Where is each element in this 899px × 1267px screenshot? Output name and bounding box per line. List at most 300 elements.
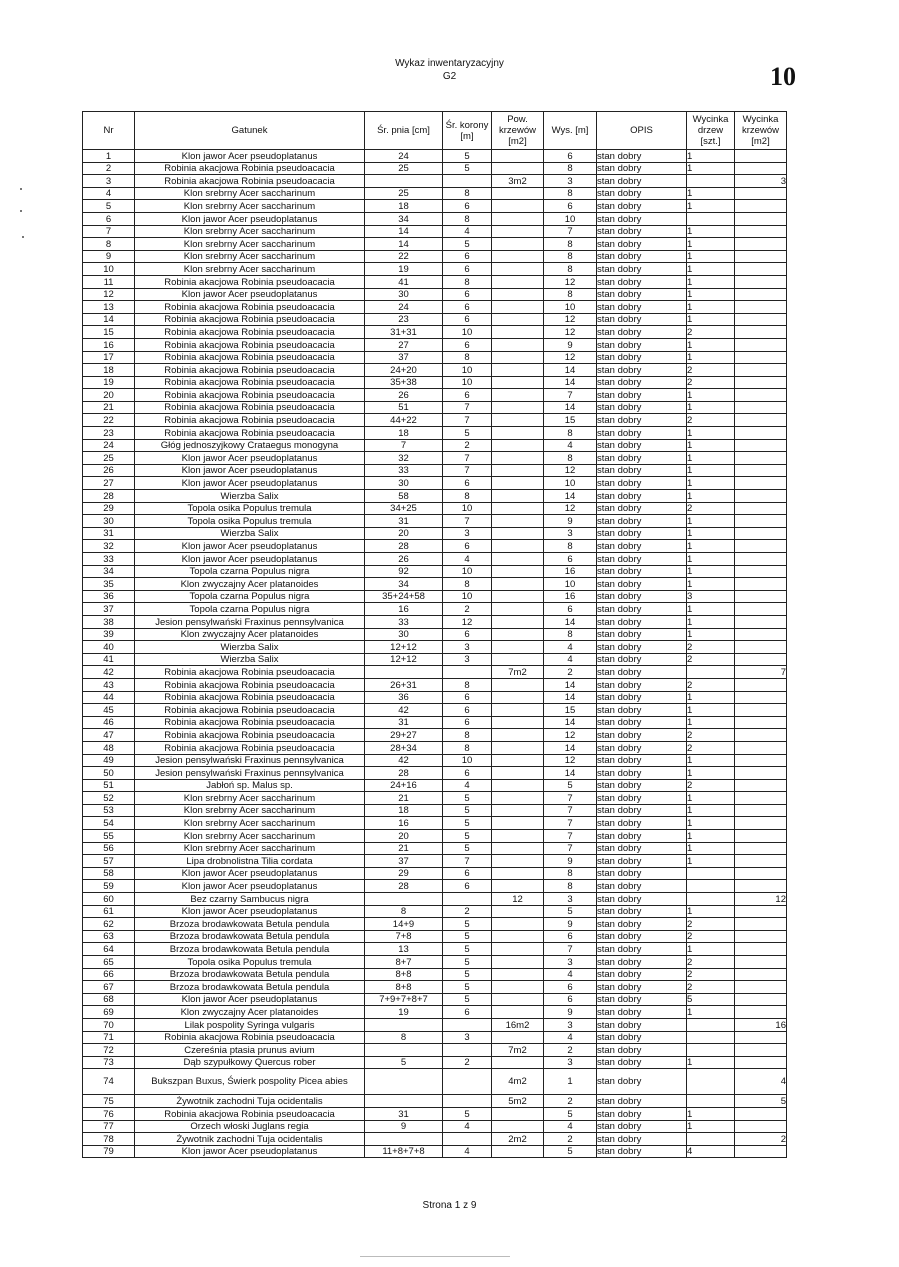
- cell-sr-korony: 10: [443, 376, 492, 389]
- cell-opis: stan dobry: [597, 628, 687, 641]
- cell-wys: 8: [544, 867, 597, 880]
- cell-sr-korony: 6: [443, 301, 492, 314]
- cell-gatunek: Robinia akacjowa Robinia pseudoacacia: [135, 313, 365, 326]
- cell-wycinka-drzew: 2: [687, 981, 735, 994]
- cell-sr-pnia: 12+12: [365, 653, 443, 666]
- cell-sr-korony: 6: [443, 1006, 492, 1019]
- cell-gatunek: Topola czarna Populus nigra: [135, 603, 365, 616]
- cell-wycinka-drzew: 1: [687, 578, 735, 591]
- cell-opis: stan dobry: [597, 905, 687, 918]
- cell-wycinka-krzewow: 7: [735, 666, 787, 679]
- cell-wys: 7: [544, 389, 597, 402]
- cell-pow-krzewow: [492, 817, 544, 830]
- cell-nr: 44: [83, 691, 135, 704]
- cell-wycinka-drzew: 1: [687, 540, 735, 553]
- table-row: [83, 187, 787, 200]
- cell-gatunek: Klon srebrny Acer saccharinum: [135, 250, 365, 263]
- table-row: [83, 804, 787, 817]
- table-row: [83, 993, 787, 1006]
- cell-sr-pnia: 24+16: [365, 779, 443, 792]
- cell-wycinka-drzew: [687, 867, 735, 880]
- cell-opis: stan dobry: [597, 993, 687, 1006]
- table-row: [83, 893, 787, 906]
- cell-gatunek: Robinia akacjowa Robinia pseudoacacia: [135, 666, 365, 679]
- cell-nr: 77: [83, 1120, 135, 1133]
- cell-sr-pnia: 23: [365, 313, 443, 326]
- cell-sr-pnia: 35+38: [365, 376, 443, 389]
- cell-pow-krzewow: [492, 918, 544, 931]
- table-row: [83, 867, 787, 880]
- table-row: [83, 1095, 787, 1108]
- cell-wys: 15: [544, 704, 597, 717]
- cell-wys: 8: [544, 263, 597, 276]
- cell-sr-korony: 5: [443, 162, 492, 175]
- cell-opis: stan dobry: [597, 326, 687, 339]
- cell-nr: 6: [83, 212, 135, 225]
- cell-wycinka-krzewow: [735, 704, 787, 717]
- cell-sr-pnia: 31+31: [365, 326, 443, 339]
- table-row: [83, 553, 787, 566]
- cell-gatunek: Wierzba Salix: [135, 641, 365, 654]
- cell-nr: 66: [83, 968, 135, 981]
- cell-wycinka-krzewow: [735, 351, 787, 364]
- cell-opis: stan dobry: [597, 313, 687, 326]
- cell-pow-krzewow: [492, 779, 544, 792]
- cell-pow-krzewow: [492, 527, 544, 540]
- cell-wycinka-drzew: 1: [687, 628, 735, 641]
- cell-wycinka-drzew: 2: [687, 376, 735, 389]
- cell-pow-krzewow: [492, 150, 544, 163]
- cell-pow-krzewow: [492, 389, 544, 402]
- cell-gatunek: Robinia akacjowa Robinia pseudoacacia: [135, 364, 365, 377]
- cell-wycinka-krzewow: [735, 1107, 787, 1120]
- cell-wycinka-drzew: 1: [687, 452, 735, 465]
- cell-wycinka-krzewow: [735, 855, 787, 868]
- cell-pow-krzewow: [492, 754, 544, 767]
- cell-wys: 12: [544, 275, 597, 288]
- cell-sr-korony: 10: [443, 565, 492, 578]
- cell-wycinka-krzewow: [735, 275, 787, 288]
- cell-opis: stan dobry: [597, 301, 687, 314]
- cell-opis: stan dobry: [597, 401, 687, 414]
- table-row: [83, 175, 787, 188]
- cell-wycinka-drzew: 1: [687, 565, 735, 578]
- cell-sr-pnia: 24: [365, 150, 443, 163]
- cell-wycinka-krzewow: [735, 376, 787, 389]
- cell-wycinka-krzewow: [735, 1120, 787, 1133]
- cell-wycinka-krzewow: [735, 867, 787, 880]
- cell-gatunek: Robinia akacjowa Robinia pseudoacacia: [135, 678, 365, 691]
- table-row: [83, 225, 787, 238]
- cell-wycinka-krzewow: [735, 515, 787, 528]
- cell-wycinka-krzewow: [735, 263, 787, 276]
- cell-sr-korony: 7: [443, 515, 492, 528]
- cell-wycinka-drzew: 1: [687, 263, 735, 276]
- cell-wycinka-drzew: [687, 175, 735, 188]
- cell-pow-krzewow: [492, 930, 544, 943]
- table-row: [83, 880, 787, 893]
- cell-wycinka-drzew: 1: [687, 1006, 735, 1019]
- column-header-nr: Nr: [83, 112, 135, 150]
- cell-sr-pnia: 18: [365, 200, 443, 213]
- inventory-table: [82, 111, 787, 1158]
- cell-gatunek: Klon jawor Acer pseudoplatanus: [135, 1145, 365, 1158]
- cell-gatunek: Jesion pensylwański Fraxinus pennsylvanica: [135, 767, 365, 780]
- table-row: [83, 1018, 787, 1031]
- table-row: [83, 439, 787, 452]
- column-header-sr-pnia: Śr. pnia [cm]: [365, 112, 443, 150]
- cell-gatunek: Klon jawor Acer pseudoplatanus: [135, 540, 365, 553]
- cell-opis: stan dobry: [597, 893, 687, 906]
- cell-pow-krzewow: 7m2: [492, 1044, 544, 1057]
- cell-sr-pnia: 14: [365, 225, 443, 238]
- cell-wycinka-drzew: 1: [687, 615, 735, 628]
- cell-sr-korony: 5: [443, 150, 492, 163]
- cell-wycinka-krzewow: [735, 956, 787, 969]
- cell-gatunek: Robinia akacjowa Robinia pseudoacacia: [135, 162, 365, 175]
- cell-opis: stan dobry: [597, 1133, 687, 1146]
- cell-opis: stan dobry: [597, 427, 687, 440]
- cell-sr-korony: 8: [443, 678, 492, 691]
- cell-opis: stan dobry: [597, 414, 687, 427]
- cell-gatunek: Topola osika Populus tremula: [135, 515, 365, 528]
- cell-pow-krzewow: [492, 1107, 544, 1120]
- cell-sr-pnia: 24: [365, 301, 443, 314]
- cell-wys: 8: [544, 880, 597, 893]
- cell-sr-pnia: 21: [365, 792, 443, 805]
- cell-wycinka-krzewow: [735, 981, 787, 994]
- cell-wycinka-krzewow: [735, 288, 787, 301]
- cell-wys: 14: [544, 401, 597, 414]
- cell-opis: stan dobry: [597, 515, 687, 528]
- cell-sr-korony: 5: [443, 817, 492, 830]
- cell-pow-krzewow: [492, 981, 544, 994]
- cell-sr-pnia: 26: [365, 553, 443, 566]
- table-row: [83, 1145, 787, 1158]
- cell-wys: 14: [544, 364, 597, 377]
- cell-gatunek: Jabłoń sp. Malus sp.: [135, 779, 365, 792]
- cell-sr-pnia: [365, 1069, 443, 1095]
- cell-wys: 6: [544, 993, 597, 1006]
- cell-gatunek: Klon srebrny Acer saccharinum: [135, 187, 365, 200]
- cell-wycinka-drzew: 2: [687, 414, 735, 427]
- cell-sr-korony: 4: [443, 1145, 492, 1158]
- table-row: [83, 1031, 787, 1044]
- cell-pow-krzewow: [492, 603, 544, 616]
- cell-gatunek: Brzoza brodawkowata Betula pendula: [135, 981, 365, 994]
- cell-nr: 14: [83, 313, 135, 326]
- cell-wys: 3: [544, 956, 597, 969]
- table-row: [83, 364, 787, 377]
- cell-gatunek: Brzoza brodawkowata Betula pendula: [135, 943, 365, 956]
- cell-sr-korony: 8: [443, 275, 492, 288]
- cell-wycinka-krzewow: [735, 452, 787, 465]
- cell-gatunek: Klon jawor Acer pseudoplatanus: [135, 867, 365, 880]
- cell-nr: 73: [83, 1056, 135, 1069]
- cell-sr-korony: 3: [443, 1031, 492, 1044]
- cell-wycinka-drzew: 2: [687, 930, 735, 943]
- cell-sr-korony: 5: [443, 1107, 492, 1120]
- cell-nr: 16: [83, 338, 135, 351]
- cell-opis: stan dobry: [597, 918, 687, 931]
- cell-gatunek: Klon zwyczajny Acer platanoides: [135, 628, 365, 641]
- cell-wys: 6: [544, 150, 597, 163]
- cell-wycinka-krzewow: 12: [735, 893, 787, 906]
- cell-wycinka-krzewow: [735, 1056, 787, 1069]
- cell-opis: stan dobry: [597, 981, 687, 994]
- cell-sr-korony: 7: [443, 452, 492, 465]
- scan-mark: [20, 188, 22, 190]
- cell-sr-pnia: 5: [365, 1056, 443, 1069]
- cell-wycinka-drzew: 2: [687, 956, 735, 969]
- cell-wys: 7: [544, 830, 597, 843]
- table-row: [83, 578, 787, 591]
- cell-wys: 5: [544, 779, 597, 792]
- cell-opis: stan dobry: [597, 842, 687, 855]
- cell-wycinka-drzew: [687, 1044, 735, 1057]
- cell-nr: 65: [83, 956, 135, 969]
- cell-wys: 9: [544, 1006, 597, 1019]
- cell-sr-korony: 2: [443, 603, 492, 616]
- cell-wycinka-drzew: 2: [687, 918, 735, 931]
- cell-nr: 25: [83, 452, 135, 465]
- cell-nr: 53: [83, 804, 135, 817]
- cell-sr-pnia: 18: [365, 427, 443, 440]
- cell-wycinka-drzew: 1: [687, 943, 735, 956]
- cell-sr-korony: 6: [443, 389, 492, 402]
- cell-wys: 2: [544, 1044, 597, 1057]
- cell-pow-krzewow: [492, 376, 544, 389]
- cell-gatunek: Klon srebrny Acer saccharinum: [135, 263, 365, 276]
- cell-wys: 12: [544, 754, 597, 767]
- cell-pow-krzewow: [492, 1145, 544, 1158]
- cell-wycinka-drzew: 1: [687, 792, 735, 805]
- cell-pow-krzewow: [492, 553, 544, 566]
- cell-wycinka-krzewow: [735, 716, 787, 729]
- cell-nr: 61: [83, 905, 135, 918]
- cell-sr-pnia: [365, 666, 443, 679]
- cell-nr: 9: [83, 250, 135, 263]
- cell-pow-krzewow: [492, 490, 544, 503]
- cell-pow-krzewow: [492, 855, 544, 868]
- cell-wycinka-krzewow: [735, 590, 787, 603]
- cell-wycinka-drzew: [687, 1069, 735, 1095]
- cell-pow-krzewow: [492, 767, 544, 780]
- cell-sr-pnia: 16: [365, 603, 443, 616]
- cell-sr-pnia: 14: [365, 238, 443, 251]
- cell-wycinka-krzewow: [735, 313, 787, 326]
- cell-nr: 56: [83, 842, 135, 855]
- page-footer: Strona 1 z 9: [422, 1200, 477, 1211]
- cell-wycinka-drzew: 2: [687, 326, 735, 339]
- cell-sr-pnia: 25: [365, 162, 443, 175]
- cell-wys: 4: [544, 439, 597, 452]
- cell-pow-krzewow: [492, 414, 544, 427]
- cell-nr: 33: [83, 553, 135, 566]
- cell-opis: stan dobry: [597, 1120, 687, 1133]
- cell-sr-pnia: 27: [365, 338, 443, 351]
- cell-pow-krzewow: [492, 364, 544, 377]
- cell-wycinka-drzew: 1: [687, 855, 735, 868]
- cell-gatunek: Wierzba Salix: [135, 527, 365, 540]
- cell-wycinka-krzewow: [735, 326, 787, 339]
- cell-pow-krzewow: [492, 565, 544, 578]
- cell-opis: stan dobry: [597, 666, 687, 679]
- cell-sr-pnia: 20: [365, 527, 443, 540]
- cell-gatunek: Bez czarny Sambucus nigra: [135, 893, 365, 906]
- cell-wys: 4: [544, 968, 597, 981]
- cell-wys: 2: [544, 1095, 597, 1108]
- table-row: [83, 515, 787, 528]
- cell-nr: 60: [83, 893, 135, 906]
- scan-mark: [20, 210, 22, 212]
- table-row: [83, 615, 787, 628]
- cell-wys: 1: [544, 1069, 597, 1095]
- cell-wycinka-drzew: [687, 893, 735, 906]
- cell-opis: stan dobry: [597, 464, 687, 477]
- cell-sr-korony: 5: [443, 956, 492, 969]
- cell-sr-pnia: 9: [365, 1120, 443, 1133]
- cell-sr-pnia: 37: [365, 855, 443, 868]
- table-row: [83, 527, 787, 540]
- table-row: [83, 351, 787, 364]
- cell-wys: 4: [544, 1120, 597, 1133]
- cell-sr-pnia: 7+9+7+8+7: [365, 993, 443, 1006]
- cell-opis: stan dobry: [597, 792, 687, 805]
- cell-sr-korony: 10: [443, 754, 492, 767]
- cell-wycinka-drzew: [687, 1018, 735, 1031]
- cell-wycinka-krzewow: [735, 200, 787, 213]
- cell-pow-krzewow: [492, 842, 544, 855]
- cell-wys: 9: [544, 338, 597, 351]
- cell-sr-pnia: 14+9: [365, 918, 443, 931]
- cell-sr-korony: 3: [443, 641, 492, 654]
- cell-wys: 4: [544, 653, 597, 666]
- table-row: [83, 427, 787, 440]
- cell-gatunek: Klon zwyczajny Acer platanoides: [135, 1006, 365, 1019]
- cell-pow-krzewow: 4m2: [492, 1069, 544, 1095]
- cell-sr-korony: 8: [443, 729, 492, 742]
- table-row: [83, 842, 787, 855]
- cell-sr-korony: 8: [443, 351, 492, 364]
- cell-wys: 12: [544, 351, 597, 364]
- cell-pow-krzewow: [492, 880, 544, 893]
- cell-wycinka-krzewow: [735, 250, 787, 263]
- cell-sr-pnia: 26: [365, 389, 443, 402]
- cell-opis: stan dobry: [597, 351, 687, 364]
- cell-nr: 79: [83, 1145, 135, 1158]
- cell-wys: 3: [544, 893, 597, 906]
- cell-sr-pnia: [365, 893, 443, 906]
- cell-sr-korony: 8: [443, 578, 492, 591]
- cell-wycinka-krzewow: [735, 830, 787, 843]
- cell-nr: 27: [83, 477, 135, 490]
- cell-sr-pnia: 37: [365, 351, 443, 364]
- cell-wys: 6: [544, 981, 597, 994]
- cell-opis: stan dobry: [597, 968, 687, 981]
- cell-wycinka-drzew: 1: [687, 1107, 735, 1120]
- cell-sr-pnia: [365, 1044, 443, 1057]
- cell-nr: 74: [83, 1069, 135, 1095]
- cell-pow-krzewow: [492, 301, 544, 314]
- cell-sr-korony: 4: [443, 779, 492, 792]
- cell-opis: stan dobry: [597, 502, 687, 515]
- cell-opis: stan dobry: [597, 943, 687, 956]
- cell-sr-korony: [443, 893, 492, 906]
- cell-wycinka-krzewow: [735, 930, 787, 943]
- cell-wycinka-drzew: 1: [687, 754, 735, 767]
- cell-wys: 6: [544, 553, 597, 566]
- cell-wycinka-krzewow: [735, 741, 787, 754]
- cell-gatunek: Dąb szypułkowy Quercus rober: [135, 1056, 365, 1069]
- cell-wycinka-drzew: 2: [687, 653, 735, 666]
- table-row: [83, 830, 787, 843]
- cell-wys: 4: [544, 1031, 597, 1044]
- table-row: [83, 1006, 787, 1019]
- cell-wycinka-krzewow: 3: [735, 175, 787, 188]
- cell-wys: 5: [544, 905, 597, 918]
- cell-wycinka-krzewow: [735, 804, 787, 817]
- table-row: [83, 200, 787, 213]
- table-row: [83, 741, 787, 754]
- cell-sr-korony: 5: [443, 842, 492, 855]
- cell-wys: 5: [544, 1107, 597, 1120]
- cell-wys: 3: [544, 175, 597, 188]
- cell-pow-krzewow: [492, 540, 544, 553]
- cell-sr-korony: [443, 1133, 492, 1146]
- cell-nr: 7: [83, 225, 135, 238]
- cell-sr-korony: 5: [443, 981, 492, 994]
- cell-sr-pnia: 28: [365, 880, 443, 893]
- cell-wycinka-krzewow: [735, 842, 787, 855]
- cell-sr-korony: 6: [443, 767, 492, 780]
- cell-nr: 8: [83, 238, 135, 251]
- cell-pow-krzewow: [492, 729, 544, 742]
- table-row: [83, 1044, 787, 1057]
- table-row: [83, 326, 787, 339]
- cell-wys: 3: [544, 527, 597, 540]
- cell-gatunek: Robinia akacjowa Robinia pseudoacacia: [135, 741, 365, 754]
- cell-sr-pnia: 30: [365, 288, 443, 301]
- cell-wys: 8: [544, 288, 597, 301]
- cell-wycinka-krzewow: 4: [735, 1069, 787, 1095]
- cell-opis: stan dobry: [597, 804, 687, 817]
- cell-wycinka-krzewow: 16: [735, 1018, 787, 1031]
- cell-wycinka-krzewow: 2: [735, 1133, 787, 1146]
- cell-wys: 8: [544, 238, 597, 251]
- cell-gatunek: Orzech włoski Juglans regia: [135, 1120, 365, 1133]
- cell-wycinka-drzew: 1: [687, 427, 735, 440]
- cell-opis: stan dobry: [597, 830, 687, 843]
- cell-nr: 22: [83, 414, 135, 427]
- cell-nr: 42: [83, 666, 135, 679]
- table-row: [83, 540, 787, 553]
- cell-opis: stan dobry: [597, 338, 687, 351]
- cell-wys: 3: [544, 1018, 597, 1031]
- cell-opis: stan dobry: [597, 553, 687, 566]
- cell-opis: stan dobry: [597, 930, 687, 943]
- cell-wys: 8: [544, 187, 597, 200]
- cell-wycinka-drzew: 1: [687, 905, 735, 918]
- cell-pow-krzewow: 2m2: [492, 1133, 544, 1146]
- cell-wys: 14: [544, 678, 597, 691]
- table-row: [83, 1107, 787, 1120]
- table-row: [83, 666, 787, 679]
- cell-sr-pnia: 36: [365, 691, 443, 704]
- cell-wycinka-drzew: 3: [687, 590, 735, 603]
- cell-opis: stan dobry: [597, 867, 687, 880]
- cell-nr: 58: [83, 867, 135, 880]
